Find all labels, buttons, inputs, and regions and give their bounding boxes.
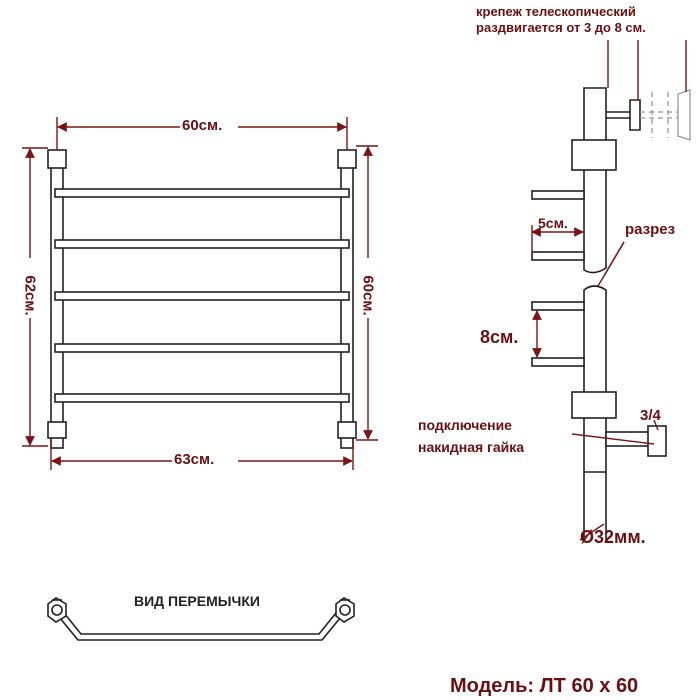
mount-note-line1: крепеж телескопический: [476, 4, 636, 19]
left-bottom-mount: [48, 422, 66, 438]
telescopic-extension: [640, 92, 680, 138]
side-rung-3: [532, 302, 584, 310]
bridge-inner: [60, 608, 340, 634]
model-label: Модель: ЛТ 60 х 60: [450, 675, 639, 697]
side-top-mount-block: [572, 140, 616, 170]
top-width-label: 60см.: [182, 117, 223, 134]
front-view: [48, 150, 356, 448]
thread-size-label: 3/4: [640, 407, 661, 424]
left-upright: [51, 160, 63, 448]
bridge-view-title: ВИД ПЕРЕМЫЧКИ: [134, 593, 260, 609]
side-upper-tube: [584, 88, 606, 273]
connection-label-line2: накидная гайка: [418, 439, 525, 455]
rung-offset-label: 5см.: [538, 215, 568, 231]
union-nut: [648, 426, 666, 456]
wall-plate: [678, 90, 690, 140]
cut-label: разрез: [625, 221, 676, 238]
left-top-mount: [48, 150, 66, 168]
right-upright: [341, 160, 353, 448]
bridge-outer: [55, 612, 345, 640]
mount-note-line2: раздвигается от 3 до 8 см.: [476, 20, 646, 35]
side-rung-2: [532, 252, 584, 260]
rung-5: [55, 394, 349, 402]
rung-3: [55, 292, 349, 300]
right-bottom-mount: [338, 422, 356, 438]
right-top-mount: [338, 150, 356, 168]
bottom-width-label: 63см.: [174, 451, 215, 468]
side-dimensions: [532, 40, 686, 540]
side-rung-4: [532, 358, 584, 366]
rung-1: [55, 189, 349, 197]
left-height-label: 62см.: [21, 275, 39, 316]
connection-label-line1: подключение: [418, 417, 512, 433]
rung-4: [55, 344, 349, 352]
side-rung-1: [532, 191, 584, 199]
side-bottom-mount-block: [572, 392, 616, 418]
right-height-label: 60см.: [359, 275, 377, 316]
rung-spacing-label: 8см.: [480, 327, 519, 347]
side-lower-tube: [584, 286, 606, 472]
pipe-diameter-label: Ø32мм.: [580, 527, 646, 547]
side-view: [532, 88, 666, 540]
rung-2: [55, 240, 349, 248]
